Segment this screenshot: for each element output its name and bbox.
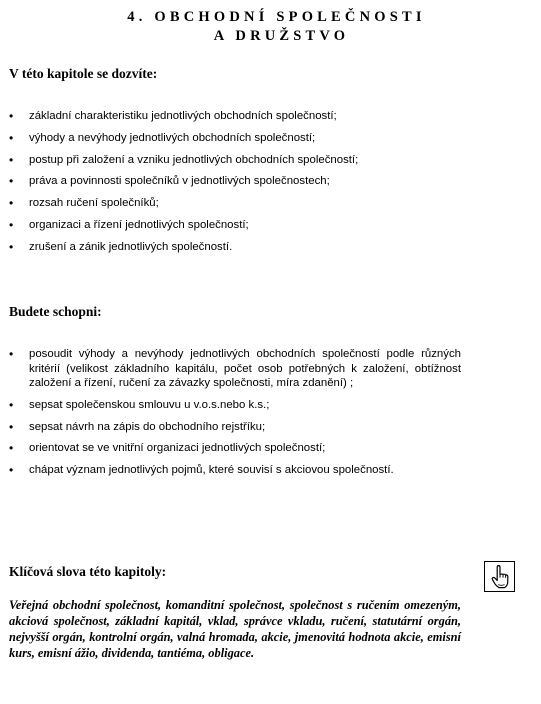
list-item-text: práva a povinnosti společníků v jednotlivých společnostech; (29, 175, 330, 188)
chapter-title-line-2: A DRUŽSTVO (213, 28, 350, 44)
bullet-icon: • (9, 441, 14, 456)
list-item-text: postup při založení a vzniku jednotlivých obchodních společností; (29, 153, 359, 166)
pointing-hand-icon-graphic (488, 564, 511, 590)
list-item-text: sepsat návrh na zápis do obchodního rejstříku; (29, 420, 266, 433)
learn-list (9, 109, 461, 262)
keywords-text: Veřejná obchodní společnost, komanditní společnost, společnost s ručením omezeným, akciová společnost, základní kapitál, vklad, správce vkladu, ručení, statutární orgán, nejvyšší orgán, kontrolní orgán, valná hromada, akcie, jmenovitá hodnota akcie, emisní kurs, emisní ážio, dividenda, tantiéma, obligace. (9, 598, 461, 660)
list-item-text: organizaci a řízení jednotlivých společností; (29, 218, 249, 231)
list-item-text: orientovat se ve vnitřní organizaci jednotlivých společností; (29, 442, 326, 455)
pointing-hand-icon (484, 561, 515, 592)
list-item (9, 196, 461, 211)
able-heading: Budete schopni: (9, 304, 102, 319)
list-item (9, 218, 461, 233)
list-item-text: výhody a nevýhody jednotlivých obchodních společností; (29, 131, 316, 144)
bullet-icon: • (9, 239, 14, 254)
bullet-icon: • (9, 152, 14, 167)
bullet-icon: • (9, 109, 14, 123)
list-item-text: posoudit výhody a nevýhody jednotlivých obchodních společností podle různých kritérií (velikost základního kapitálu, počet osob potřebných k založení, obtížnost založení a řízení, ručení za závazky společnosti, míra zdanění) ; (29, 348, 461, 389)
bullet-icon: • (9, 217, 14, 232)
able-list (9, 347, 461, 485)
bullet-icon: • (9, 347, 14, 361)
bullet-icon: • (9, 130, 14, 145)
list-item-text: sepsat společenskou smlouvu u v.o.s.nebo k.s.; (29, 398, 270, 411)
list-item (9, 420, 461, 435)
keywords-heading: Klíčová slova této kapitoly: (9, 564, 167, 579)
bullet-icon: • (9, 419, 14, 434)
list-item (9, 463, 461, 478)
bullet-icon: • (9, 463, 14, 478)
list-item (9, 240, 461, 255)
list-item-text: zrušení a zánik jednotlivých společností. (29, 240, 233, 253)
list-item (9, 131, 461, 146)
list-item (9, 441, 461, 456)
learn-heading: V této kapitole se dozvíte: (9, 66, 158, 81)
chapter-title-line-1: 4. OBCHODNÍ SPOLEČNOSTI (127, 9, 426, 25)
list-item-text: základní charakteristiku jednotlivých obchodních společností; (29, 110, 337, 122)
list-item-text: chápat význam jednotlivých pojmů, které souvisí s akciovou společností. (29, 464, 394, 477)
list-item (9, 174, 461, 189)
list-item (9, 109, 461, 124)
list-item (9, 347, 461, 391)
bullet-icon: • (9, 196, 14, 211)
list-item (9, 153, 461, 168)
list-item-text: rozsah ručení společníků; (29, 197, 159, 210)
bullet-icon: • (9, 174, 14, 189)
list-item (9, 398, 461, 413)
bullet-icon: • (9, 397, 14, 412)
